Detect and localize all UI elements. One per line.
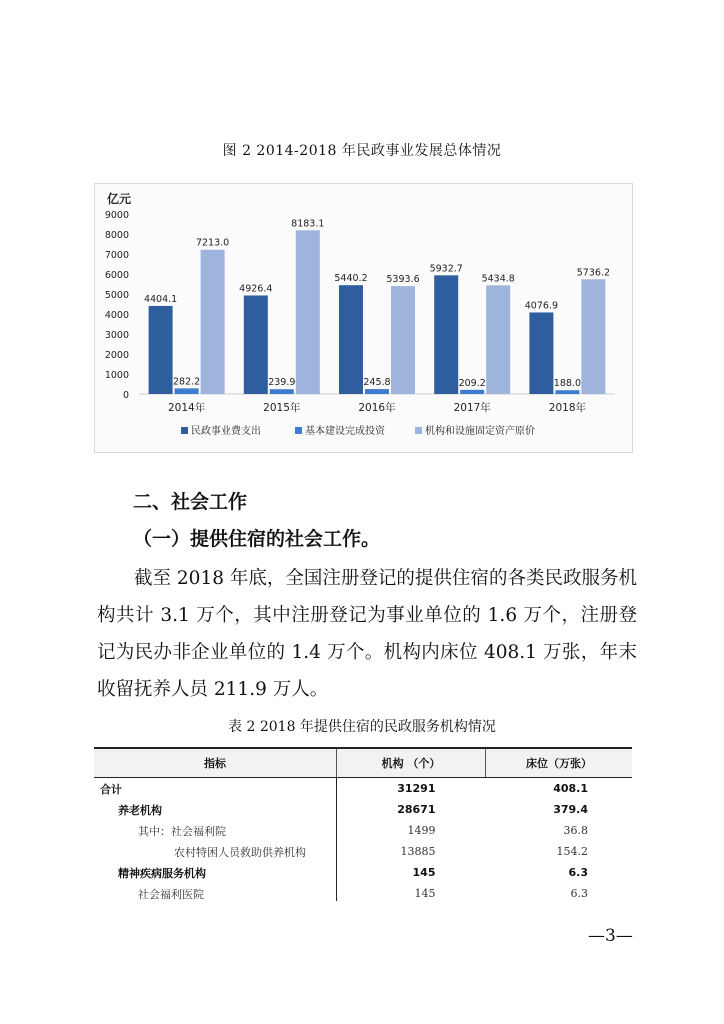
- row-label: 合计: [100, 782, 122, 796]
- table-row: [94, 799, 632, 820]
- legend-label: 基本建设完成投资: [305, 426, 385, 437]
- row-label: 精神疾病服务机构: [118, 866, 206, 880]
- row-beds: 408.1: [553, 782, 588, 795]
- data-label: 282.2: [172, 376, 201, 388]
- table-header-beds: 床位（万张）: [486, 748, 633, 778]
- row-beds: 6.3: [570, 887, 588, 900]
- row-institutions: 13885: [400, 845, 436, 858]
- x-tick-label: 2016年: [358, 402, 396, 414]
- bar: [201, 250, 225, 394]
- table-caption: 表 2 2018 年提供住宿的民政服务机构情况: [228, 719, 496, 735]
- section-subheading: （一）提供住宿的社会工作。: [133, 528, 381, 550]
- bar: [339, 285, 363, 394]
- bar: [175, 388, 199, 394]
- x-tick-label: 2014年: [167, 402, 206, 414]
- data-label: 239.9: [268, 377, 296, 389]
- body-paragraph: 截至 2018 年底，全国注册登记的提供住宿的各类民政服务机构共计 3.1 万个，其中注册登记为事业单位的 1.6 万个，注册登记为民办非企业单位的 1.4 万个。机构内床位 408.1 万张，年末收留抚养人员 211.9 万人。: [97, 568, 637, 700]
- y-tick-label: 3000: [104, 330, 129, 341]
- x-tick-label: 2017年: [453, 402, 491, 414]
- row-label: 其中：社会福利院: [138, 824, 226, 838]
- data-label: 8183.1: [291, 218, 325, 230]
- row-beds: 6.3: [568, 866, 588, 879]
- y-tick-label: 6000: [104, 270, 129, 281]
- bar: [581, 279, 605, 394]
- legend-label: 机构和设施固定资产原价: [425, 426, 535, 437]
- bar: [149, 306, 173, 394]
- table-header-institutions: 机构 （个）: [337, 748, 486, 778]
- y-axis-unit-label: 亿元: [107, 192, 132, 206]
- bar: [529, 312, 553, 394]
- table-row: [94, 883, 632, 904]
- row-institutions: 145: [412, 866, 436, 879]
- row-beds: 36.8: [563, 824, 588, 837]
- row-label: 农村特困人员救助供养机构: [174, 845, 306, 859]
- row-label: 养老机构: [118, 803, 162, 817]
- row-institutions: 28671: [397, 803, 436, 816]
- data-label: 209.2: [458, 377, 486, 389]
- row-institutions: 145: [414, 887, 436, 900]
- y-tick-label: 8000: [104, 230, 129, 241]
- row-beds: 154.2: [556, 845, 588, 858]
- legend-swatch: [415, 427, 422, 434]
- institutions-table: [94, 747, 632, 904]
- y-tick-label: 5000: [104, 290, 129, 301]
- table-row: [94, 778, 632, 800]
- page-number: —3—: [588, 926, 633, 946]
- x-tick-label: 2018年: [548, 402, 587, 414]
- bar: [296, 230, 320, 394]
- bar: [244, 295, 268, 394]
- data-label: 245.8: [363, 377, 391, 389]
- legend-label: 民政事业费支出: [191, 426, 261, 437]
- y-tick-label: 0: [122, 390, 129, 401]
- bar-chart: [95, 184, 632, 452]
- bar: [270, 389, 294, 394]
- chart-container: [94, 183, 633, 453]
- y-tick-label: 2000: [104, 350, 129, 361]
- bar: [460, 390, 484, 394]
- data-label: 5932.7: [429, 263, 463, 275]
- x-tick-label: 2015年: [263, 402, 301, 414]
- table-divider: [336, 777, 337, 901]
- table-row: [94, 862, 632, 883]
- bar: [391, 286, 415, 394]
- data-label: 4926.4: [239, 283, 273, 295]
- row-beds: 379.4: [553, 803, 588, 816]
- table-header-indicator: 指标: [94, 748, 337, 778]
- bar: [434, 275, 458, 394]
- y-tick-label: 1000: [104, 370, 129, 381]
- section-heading: 二、社会工作: [133, 491, 248, 513]
- legend-swatch: [295, 427, 302, 434]
- figure-caption: 图 2 2014-2018 年民政事业发展总体情况: [222, 143, 502, 159]
- data-label: 4404.1: [143, 293, 178, 305]
- row-label: 社会福利医院: [138, 887, 204, 901]
- bar: [365, 389, 389, 394]
- y-tick-label: 7000: [104, 250, 129, 261]
- data-label: 5393.6: [386, 274, 420, 286]
- table-row: [94, 841, 632, 862]
- data-label: 7213.0: [195, 237, 230, 249]
- bar: [486, 285, 510, 394]
- data-label: 5736.2: [576, 267, 611, 279]
- data-label: 4076.9: [524, 300, 559, 312]
- y-tick-label: 4000: [104, 310, 129, 321]
- row-institutions: 31291: [397, 782, 436, 795]
- data-label: 5434.8: [481, 273, 515, 285]
- data-label: 188.0: [553, 378, 582, 390]
- row-institutions: 1499: [407, 824, 436, 837]
- bar: [555, 390, 579, 394]
- data-label: 5440.2: [334, 273, 368, 285]
- legend-swatch: [181, 427, 188, 434]
- table-row: [94, 820, 632, 841]
- y-tick-label: 9000: [104, 210, 129, 221]
